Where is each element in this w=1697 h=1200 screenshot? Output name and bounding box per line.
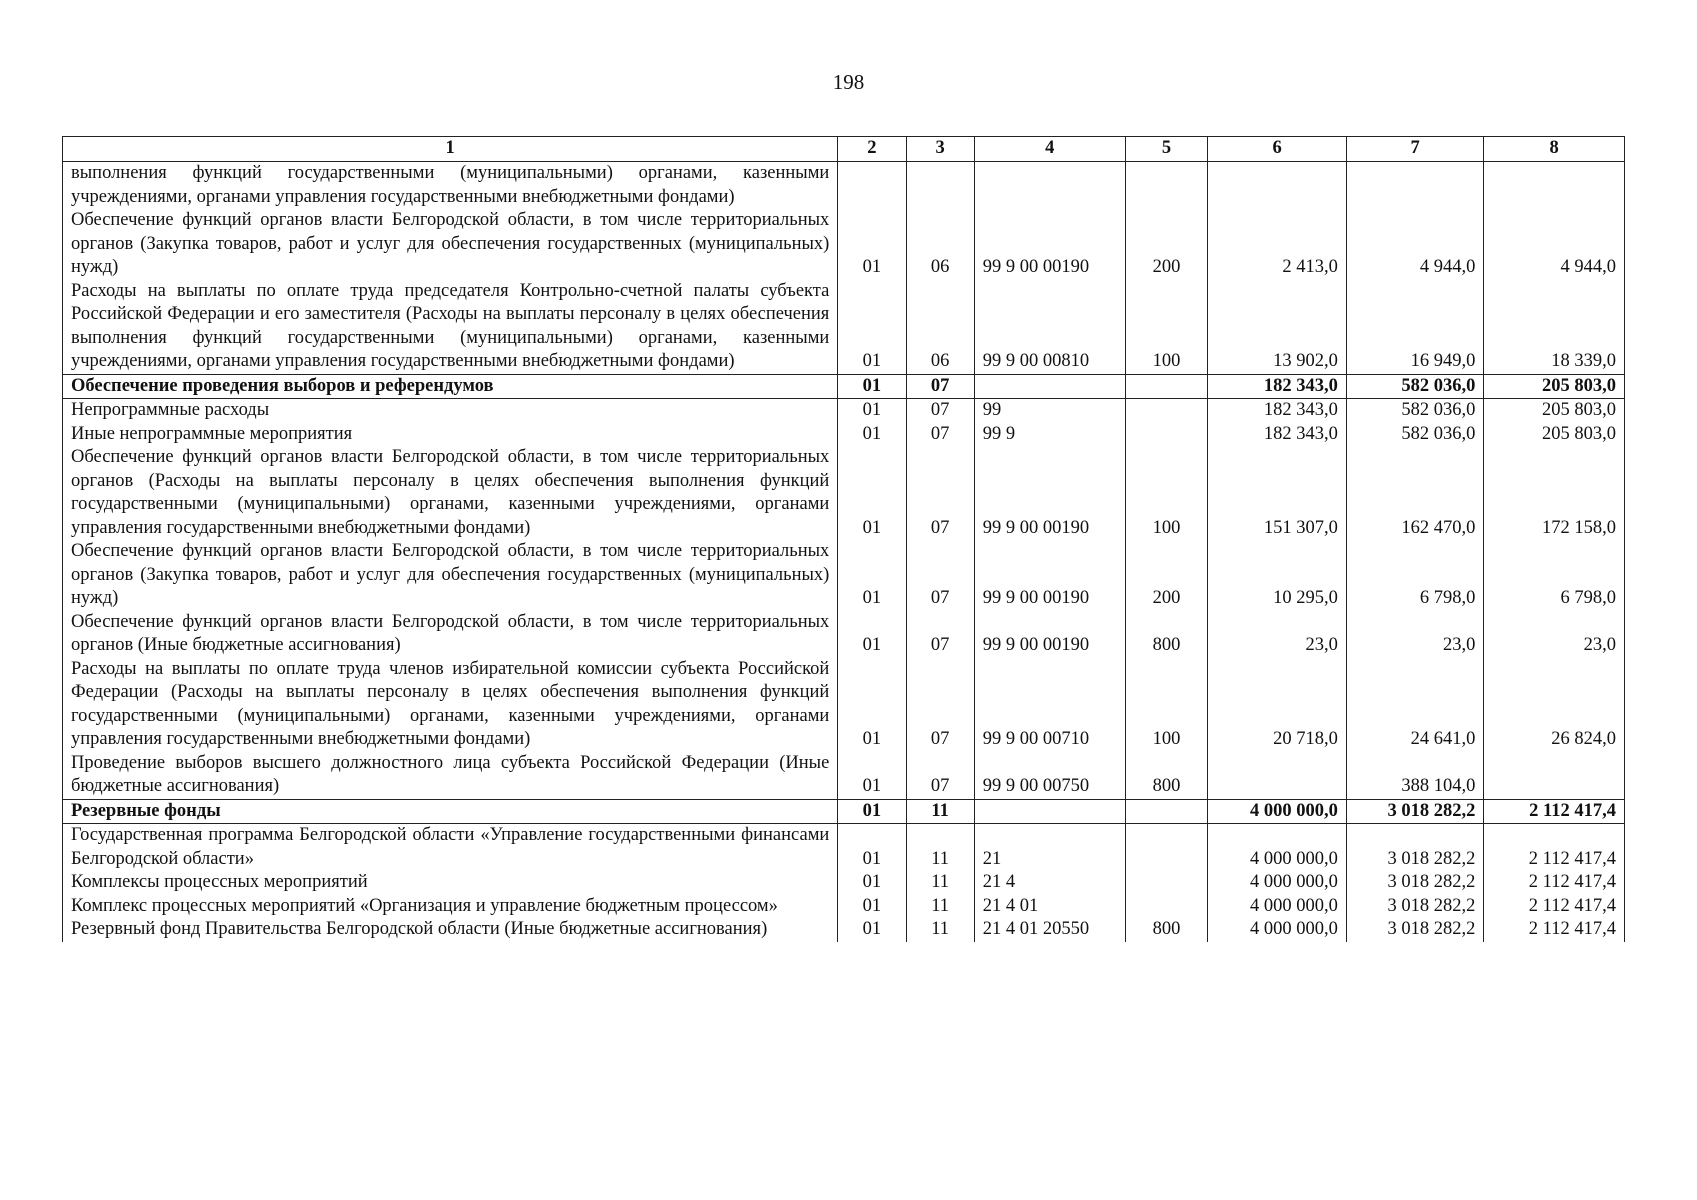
row-section-code: 01 xyxy=(838,895,906,919)
row-amount-2026: 16 949,0 xyxy=(1346,280,1483,375)
row-amount-2025: 151 307,0 xyxy=(1208,446,1347,540)
row-target-article xyxy=(974,799,1125,824)
row-section-code: 01 xyxy=(838,280,906,375)
table-row xyxy=(63,918,1625,942)
row-amount-2026: 6 798,0 xyxy=(1346,540,1483,611)
row-target-article xyxy=(974,162,1125,210)
row-amount-2026: 582 036,0 xyxy=(1346,423,1483,447)
row-section-code: 01 xyxy=(838,799,906,824)
row-subsection-code: 11 xyxy=(906,871,974,895)
row-subsection-code: 07 xyxy=(906,611,974,658)
row-expense-type: 100 xyxy=(1125,658,1208,752)
row-description: Обеспечение функций органов власти Белгородской области, в том числе территориальных органов (Расходы на выплаты персоналу в целях обеспечения выполнения функций государственными (муниципальными) органами, казенными учреждениями, органами управления государственными внебюджетными фондами) xyxy=(63,446,838,540)
row-section-code: 01 xyxy=(838,824,906,872)
row-description: Обеспечение проведения выборов и референдумов xyxy=(63,374,838,399)
row-amount-2026: 3 018 282,2 xyxy=(1346,895,1483,919)
row-target-article: 99 9 xyxy=(974,423,1125,447)
row-subsection-code: 07 xyxy=(906,752,974,800)
row-description: Обеспечение функций органов власти Белгородской области, в том числе территориальных органов (Закупка товаров, работ и услуг для обеспечения государственных (муниципальных) нужд) xyxy=(63,209,838,280)
row-description: Расходы на выплаты по оплате труда членов избирательной комиссии субъекта Российской Федерации (Расходы на выплаты персоналу в целях обеспечения выполнения функций государственными (муниципальными) органами, казенными учреждениями, органами управления государственными внебюджетными фондами) xyxy=(63,658,838,752)
table-row xyxy=(63,611,1625,658)
row-section-code: 01 xyxy=(838,209,906,280)
row-amount-2027 xyxy=(1484,162,1625,210)
column-header: 5 xyxy=(1125,137,1208,162)
row-section-code: 01 xyxy=(838,871,906,895)
row-amount-2026: 582 036,0 xyxy=(1346,399,1483,423)
page-number: 198 xyxy=(832,70,865,94)
row-expense-type: 200 xyxy=(1125,540,1208,611)
row-amount-2025: 4 000 000,0 xyxy=(1208,871,1347,895)
column-header: 6 xyxy=(1208,137,1347,162)
row-amount-2027: 205 803,0 xyxy=(1484,423,1625,447)
row-expense-type xyxy=(1125,162,1208,210)
table-row xyxy=(63,540,1625,611)
row-expense-type xyxy=(1125,423,1208,447)
row-target-article: 99 9 00 00810 xyxy=(974,280,1125,375)
row-description: Расходы на выплаты по оплате труда председателя Контрольно-счетной палаты субъекта Российской Федерации и его заместителя (Расходы на выплаты персоналу в целях обеспечения выполнения функций государственными (муниципальными) органами, казенными учреждениями, органами управления государственными внебюджетными фондами) xyxy=(63,280,838,375)
row-target-article: 21 4 xyxy=(974,871,1125,895)
table-row xyxy=(63,209,1625,280)
row-description: Непрограммные расходы xyxy=(63,399,838,423)
table-row xyxy=(63,752,1625,800)
row-target-article: 99 9 00 00190 xyxy=(974,446,1125,540)
row-amount-2025: 13 902,0 xyxy=(1208,280,1347,375)
row-subsection-code: 06 xyxy=(906,280,974,375)
row-target-article: 21 4 01 20550 xyxy=(974,918,1125,942)
row-subsection-code: 11 xyxy=(906,799,974,824)
row-description: Обеспечение функций органов власти Белгородской области, в том числе территориальных органов (Закупка товаров, работ и услуг для обеспечения государственных (муниципальных) нужд) xyxy=(63,540,838,611)
row-expense-type: 100 xyxy=(1125,446,1208,540)
row-amount-2027: 6 798,0 xyxy=(1484,540,1625,611)
row-amount-2027: 2 112 417,4 xyxy=(1484,895,1625,919)
table-row xyxy=(63,162,1625,210)
table-row xyxy=(63,423,1625,447)
row-amount-2025: 10 295,0 xyxy=(1208,540,1347,611)
row-amount-2027: 26 824,0 xyxy=(1484,658,1625,752)
section-row xyxy=(63,374,1625,399)
row-amount-2027: 18 339,0 xyxy=(1484,280,1625,375)
row-description: выполнения функций государственными (муниципальными) органами, казенными учреждениями, органами управления государственными внебюджетными фондами) xyxy=(63,162,838,210)
row-expense-type xyxy=(1125,824,1208,872)
row-subsection-code: 07 xyxy=(906,658,974,752)
row-amount-2025: 4 000 000,0 xyxy=(1208,895,1347,919)
column-header: 1 xyxy=(63,137,838,162)
row-expense-type: 800 xyxy=(1125,611,1208,658)
row-amount-2027: 205 803,0 xyxy=(1484,399,1625,423)
row-subsection-code: 07 xyxy=(906,446,974,540)
row-expense-type xyxy=(1125,871,1208,895)
row-target-article: 99 9 00 00750 xyxy=(974,752,1125,800)
row-subsection-code: 11 xyxy=(906,918,974,942)
column-header: 4 xyxy=(974,137,1125,162)
row-amount-2025: 4 000 000,0 xyxy=(1208,799,1347,824)
row-description: Проведение выборов высшего должностного лица субъекта Российской Федерации (Иные бюджетные ассигнования) xyxy=(63,752,838,800)
table-row xyxy=(63,280,1625,375)
row-description: Государственная программа Белгородской области «Управление государственными финансами Белгородской области» xyxy=(63,824,838,872)
row-amount-2026: 388 104,0 xyxy=(1346,752,1483,800)
row-expense-type: 800 xyxy=(1125,752,1208,800)
row-section-code: 01 xyxy=(838,918,906,942)
row-amount-2026: 3 018 282,2 xyxy=(1346,871,1483,895)
section-row xyxy=(63,799,1625,824)
row-amount-2027: 205 803,0 xyxy=(1484,374,1625,399)
row-amount-2025 xyxy=(1208,162,1347,210)
row-amount-2026: 23,0 xyxy=(1346,611,1483,658)
row-section-code: 01 xyxy=(838,540,906,611)
row-section-code: 01 xyxy=(838,658,906,752)
table-row xyxy=(63,824,1625,872)
row-target-article: 99 9 00 00710 xyxy=(974,658,1125,752)
row-amount-2025 xyxy=(1208,752,1347,800)
row-description: Обеспечение функций органов власти Белгородской области, в том числе территориальных органов (Иные бюджетные ассигнования) xyxy=(63,611,838,658)
row-target-article: 99 9 00 00190 xyxy=(974,540,1125,611)
row-amount-2027: 2 112 417,4 xyxy=(1484,918,1625,942)
row-target-article: 99 9 00 00190 xyxy=(974,209,1125,280)
row-amount-2026: 582 036,0 xyxy=(1346,374,1483,399)
row-expense-type: 800 xyxy=(1125,918,1208,942)
row-subsection-code: 07 xyxy=(906,423,974,447)
row-amount-2026: 4 944,0 xyxy=(1346,209,1483,280)
row-expense-type xyxy=(1125,374,1208,399)
row-amount-2026: 162 470,0 xyxy=(1346,446,1483,540)
column-header: 7 xyxy=(1346,137,1483,162)
row-subsection-code: 11 xyxy=(906,824,974,872)
row-amount-2027: 2 112 417,4 xyxy=(1484,799,1625,824)
row-expense-type: 100 xyxy=(1125,280,1208,375)
column-header: 3 xyxy=(906,137,974,162)
row-amount-2027: 2 112 417,4 xyxy=(1484,824,1625,872)
row-section-code: 01 xyxy=(838,446,906,540)
row-amount-2027: 2 112 417,4 xyxy=(1484,871,1625,895)
row-subsection-code: 11 xyxy=(906,895,974,919)
row-amount-2027: 4 944,0 xyxy=(1484,209,1625,280)
row-description: Иные непрограммные мероприятия xyxy=(63,423,838,447)
row-amount-2026: 24 641,0 xyxy=(1346,658,1483,752)
table-row xyxy=(63,895,1625,919)
row-amount-2025: 4 000 000,0 xyxy=(1208,918,1347,942)
row-amount-2026: 3 018 282,2 xyxy=(1346,824,1483,872)
table-row xyxy=(63,658,1625,752)
row-target-article xyxy=(974,374,1125,399)
table-row xyxy=(63,399,1625,423)
row-section-code: 01 xyxy=(838,752,906,800)
row-section-code: 01 xyxy=(838,374,906,399)
row-amount-2026: 3 018 282,2 xyxy=(1346,918,1483,942)
row-description: Резервный фонд Правительства Белгородской области (Иные бюджетные ассигнования) xyxy=(63,918,838,942)
row-amount-2025: 2 413,0 xyxy=(1208,209,1347,280)
row-section-code: 01 xyxy=(838,399,906,423)
row-amount-2025: 182 343,0 xyxy=(1208,399,1347,423)
row-description: Комплексы процессных мероприятий xyxy=(63,871,838,895)
row-subsection-code: 06 xyxy=(906,209,974,280)
row-amount-2025: 4 000 000,0 xyxy=(1208,824,1347,872)
column-header: 2 xyxy=(838,137,906,162)
row-expense-type xyxy=(1125,895,1208,919)
table-header-row xyxy=(63,137,1625,162)
row-expense-type xyxy=(1125,399,1208,423)
row-subsection-code: 07 xyxy=(906,399,974,423)
column-header: 8 xyxy=(1484,137,1625,162)
row-subsection-code: 07 xyxy=(906,540,974,611)
table-row xyxy=(63,446,1625,540)
row-section-code xyxy=(838,162,906,210)
row-amount-2026 xyxy=(1346,162,1483,210)
row-target-article: 21 xyxy=(974,824,1125,872)
row-description: Комплекс процессных мероприятий «Организация и управление бюджетным процессом» xyxy=(63,895,838,919)
table-body xyxy=(63,137,1625,942)
row-amount-2026: 3 018 282,2 xyxy=(1346,799,1483,824)
row-target-article: 99 9 00 00190 xyxy=(974,611,1125,658)
row-description: Резервные фонды xyxy=(63,799,838,824)
row-section-code: 01 xyxy=(838,611,906,658)
row-amount-2025: 23,0 xyxy=(1208,611,1347,658)
row-target-article: 99 xyxy=(974,399,1125,423)
table-row xyxy=(63,871,1625,895)
row-amount-2027: 23,0 xyxy=(1484,611,1625,658)
row-amount-2027: 172 158,0 xyxy=(1484,446,1625,540)
row-amount-2025: 182 343,0 xyxy=(1208,423,1347,447)
row-amount-2027 xyxy=(1484,752,1625,800)
row-expense-type xyxy=(1125,799,1208,824)
row-subsection-code: 07 xyxy=(906,374,974,399)
row-expense-type: 200 xyxy=(1125,209,1208,280)
row-section-code: 01 xyxy=(838,423,906,447)
row-subsection-code xyxy=(906,162,974,210)
row-target-article: 21 4 01 xyxy=(974,895,1125,919)
row-amount-2025: 182 343,0 xyxy=(1208,374,1347,399)
budget-table xyxy=(62,136,1625,942)
row-amount-2025: 20 718,0 xyxy=(1208,658,1347,752)
